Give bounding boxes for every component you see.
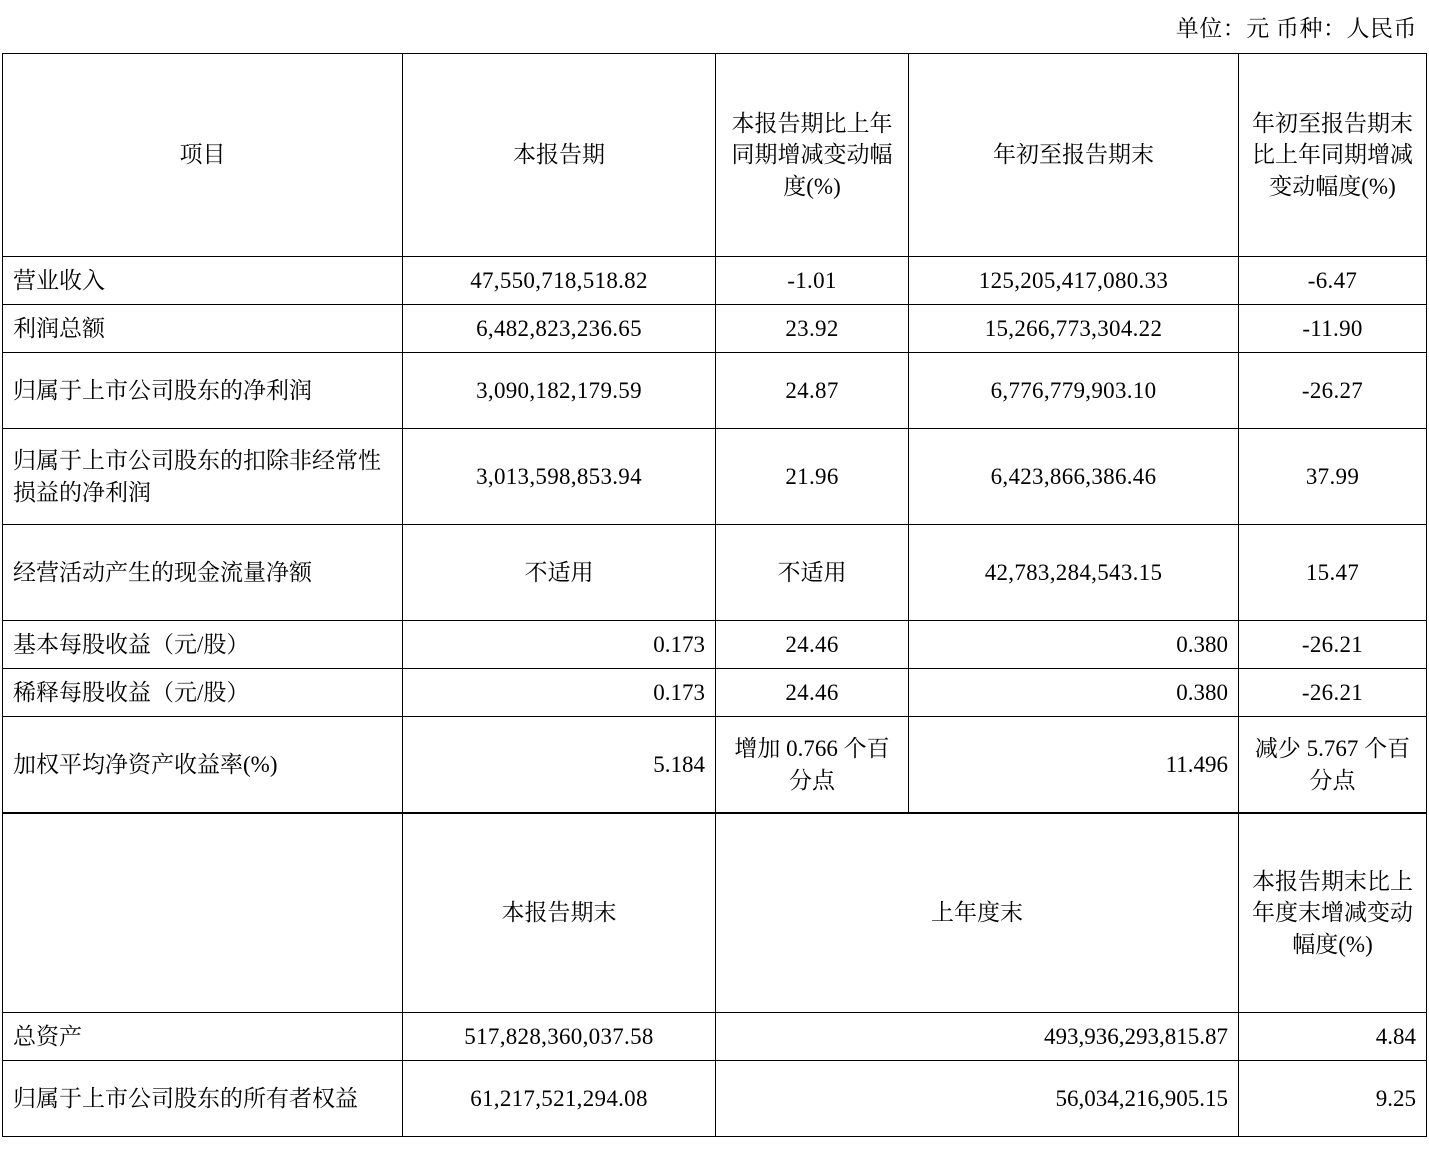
row-label: 归属于上市公司股东的净利润 bbox=[3, 353, 403, 429]
table-row bbox=[3, 621, 1427, 669]
cell-current-period: 3,090,182,179.59 bbox=[403, 353, 716, 429]
table-header-row bbox=[3, 54, 1427, 257]
financial-summary-table bbox=[2, 53, 1427, 813]
cell-last-year-end: 56,034,216,905.15 bbox=[716, 1061, 1239, 1137]
cell-change: 9.25 bbox=[1239, 1061, 1427, 1137]
cell-ytd: 0.380 bbox=[909, 669, 1239, 717]
header-ytd: 年初至报告期末 bbox=[909, 54, 1239, 257]
row-label: 归属于上市公司股东的扣除非经常性损益的净利润 bbox=[3, 429, 403, 525]
cell-ytd-change: -26.27 bbox=[1239, 353, 1427, 429]
header-current-period: 本报告期 bbox=[403, 54, 716, 257]
row-label: 加权平均净资产收益率(%) bbox=[3, 717, 403, 813]
cell-ytd: 6,423,866,386.46 bbox=[909, 429, 1239, 525]
cell-last-year-end: 493,936,293,815.87 bbox=[716, 1013, 1239, 1061]
cell-current-change: 24.46 bbox=[716, 621, 909, 669]
table-row bbox=[3, 353, 1427, 429]
table-row bbox=[3, 305, 1427, 353]
cell-current-change: 21.96 bbox=[716, 429, 909, 525]
unit-note: 单位：元 币种：人民币 bbox=[1175, 16, 1417, 41]
cell-ytd-change: -26.21 bbox=[1239, 621, 1427, 669]
cell-current-change: 24.46 bbox=[716, 669, 909, 717]
header-item: 项目 bbox=[3, 54, 403, 257]
cell-current-period: 不适用 bbox=[403, 525, 716, 621]
cell-ytd-change: 37.99 bbox=[1239, 429, 1427, 525]
header-change: 本报告期末比上年度末增减变动幅度(%) bbox=[1239, 814, 1427, 1013]
table-row bbox=[3, 429, 1427, 525]
row-label: 归属于上市公司股东的所有者权益 bbox=[3, 1061, 403, 1137]
cell-current-period: 6,482,823,236.65 bbox=[403, 305, 716, 353]
header-current-change: 本报告期比上年同期增减变动幅度(%) bbox=[716, 54, 909, 257]
cell-current-change: 23.92 bbox=[716, 305, 909, 353]
cell-current-period: 0.173 bbox=[403, 669, 716, 717]
table-row bbox=[3, 1013, 1427, 1061]
table-row bbox=[3, 669, 1427, 717]
row-label: 总资产 bbox=[3, 1013, 403, 1061]
cell-period-end: 61,217,521,294.08 bbox=[403, 1061, 716, 1137]
cell-current-change: 24.87 bbox=[716, 353, 909, 429]
cell-ytd-change: 15.47 bbox=[1239, 525, 1427, 621]
cell-current-change: -1.01 bbox=[716, 257, 909, 305]
header-last-year-end: 上年度末 bbox=[716, 814, 1239, 1013]
cell-change: 4.84 bbox=[1239, 1013, 1427, 1061]
cell-ytd-change: 减少 5.767 个百分点 bbox=[1239, 717, 1427, 813]
cell-ytd: 15,266,773,304.22 bbox=[909, 305, 1239, 353]
cell-current-change: 增加 0.766 个百分点 bbox=[716, 717, 909, 813]
cell-period-end: 517,828,360,037.58 bbox=[403, 1013, 716, 1061]
header-item-empty bbox=[3, 814, 403, 1013]
cell-ytd-change: -11.90 bbox=[1239, 305, 1427, 353]
row-label: 经营活动产生的现金流量净额 bbox=[3, 525, 403, 621]
cell-ytd: 6,776,779,903.10 bbox=[909, 353, 1239, 429]
row-label: 利润总额 bbox=[3, 305, 403, 353]
row-label: 营业收入 bbox=[3, 257, 403, 305]
cell-current-change: 不适用 bbox=[716, 525, 909, 621]
cell-current-period: 5.184 bbox=[403, 717, 716, 813]
cell-ytd: 125,205,417,080.33 bbox=[909, 257, 1239, 305]
cell-current-period: 0.173 bbox=[403, 621, 716, 669]
cell-ytd-change: -26.21 bbox=[1239, 669, 1427, 717]
cell-ytd: 0.380 bbox=[909, 621, 1239, 669]
balance-summary-table bbox=[2, 813, 1427, 1137]
cell-current-period: 3,013,598,853.94 bbox=[403, 429, 716, 525]
table-row bbox=[3, 1061, 1427, 1137]
header-ytd-change: 年初至报告期末比上年同期增减变动幅度(%) bbox=[1239, 54, 1427, 257]
row-label: 基本每股收益（元/股） bbox=[3, 621, 403, 669]
cell-current-period: 47,550,718,518.82 bbox=[403, 257, 716, 305]
table-header-row bbox=[3, 814, 1427, 1013]
table-row bbox=[3, 257, 1427, 305]
cell-ytd: 42,783,284,543.15 bbox=[909, 525, 1239, 621]
table-row bbox=[3, 717, 1427, 813]
table-row bbox=[3, 525, 1427, 621]
header-period-end: 本报告期末 bbox=[403, 814, 716, 1013]
cell-ytd: 11.496 bbox=[909, 717, 1239, 813]
row-label: 稀释每股收益（元/股） bbox=[3, 669, 403, 717]
cell-ytd-change: -6.47 bbox=[1239, 257, 1427, 305]
